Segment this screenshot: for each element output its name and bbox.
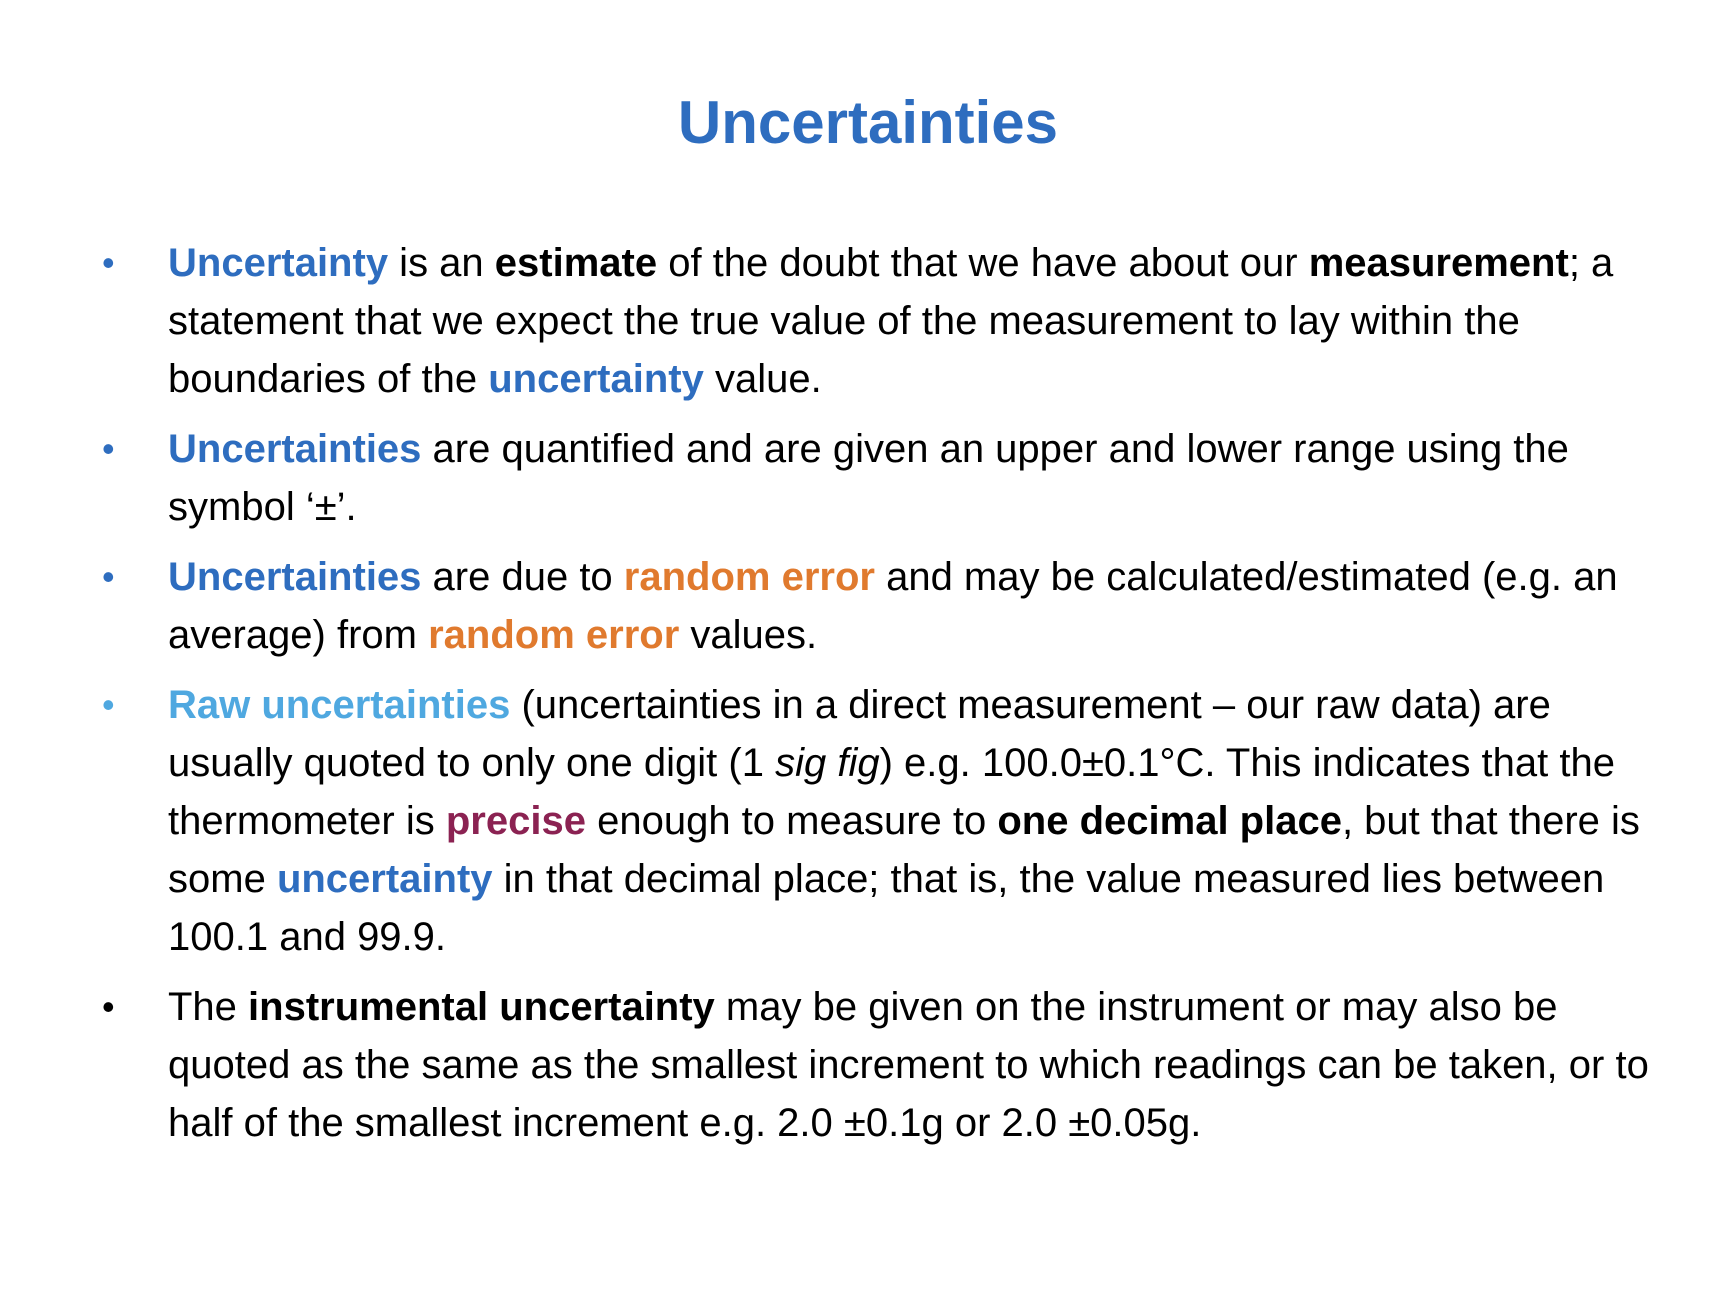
text-segment: ) e.g. 100.0±0.1°C. This indicates that the thermometer is — [168, 741, 1615, 843]
term-uncertainties: Uncertainties — [168, 555, 422, 599]
term-random-error: random error — [623, 555, 875, 599]
text-segment: (uncertainties in a direct measurement – our raw data) are usually quoted to only one digit (1 — [168, 683, 1551, 785]
term-uncertainty: Uncertainty — [168, 241, 389, 285]
text-segment: The — [168, 985, 249, 1029]
text-segment: , but that there is some — [168, 799, 1640, 901]
text-segment: of the doubt that we have about our — [657, 241, 1309, 285]
bullet-marker: • — [102, 242, 115, 283]
term-uncertainty: uncertainty — [488, 357, 704, 401]
term-sig-fig: sig fig — [775, 741, 880, 785]
term-random-error: random error — [428, 613, 680, 657]
text-segment: are due to — [421, 555, 624, 599]
bullet-random-error — [0, 548, 1658, 664]
bullet-uncertainty-definition — [0, 234, 1658, 408]
bullet-marker: • — [102, 986, 115, 1027]
term-one-decimal-place: one decimal place — [997, 799, 1342, 843]
term-estimate: estimate — [494, 241, 658, 285]
text-segment: values. — [679, 613, 818, 657]
text-segment: in that decimal place; that is, the value measured lies between 100.1 and 99.9. — [168, 857, 1605, 959]
bullet-quantified — [0, 420, 1658, 536]
bullet-marker: • — [102, 428, 115, 469]
term-instrumental-uncertainty: instrumental uncertainty — [248, 985, 715, 1029]
term-raw-uncertainties: Raw uncertainties — [168, 683, 511, 727]
slide-title: Uncertainties — [677, 89, 1059, 156]
text-segment: value. — [703, 357, 822, 401]
text-segment: ; a statement that we expect the true value of the measurement to lay within the boundaries of the — [168, 241, 1614, 401]
bullet-marker: • — [102, 556, 115, 597]
text-segment: are quantified and are given an upper and lower range using the symbol ‘±’. — [168, 427, 1569, 529]
term-measurement: measurement — [1308, 241, 1569, 285]
term-precise: precise — [445, 799, 586, 843]
text-segment: enough to measure to — [585, 799, 998, 843]
bullet-raw-uncertainties — [0, 676, 1658, 966]
text-segment: and may be calculated/estimated (e.g. an average) from — [168, 555, 1618, 657]
term-uncertainty: uncertainty — [276, 857, 493, 901]
text-segment: is an — [388, 241, 495, 285]
text-segment: may be given on the instrument or may also be quoted as the same as the smallest increment to which readings can be taken, or to half of the smallest increment e.g. 2.0 ±0.1g or 2.0 ±0.05g. — [168, 985, 1649, 1145]
bullet-instrumental-uncertainty — [0, 978, 1658, 1152]
term-uncertainties: Uncertainties — [168, 427, 422, 471]
bullet-list — [0, 234, 1736, 1164]
bullet-marker: • — [102, 684, 115, 725]
